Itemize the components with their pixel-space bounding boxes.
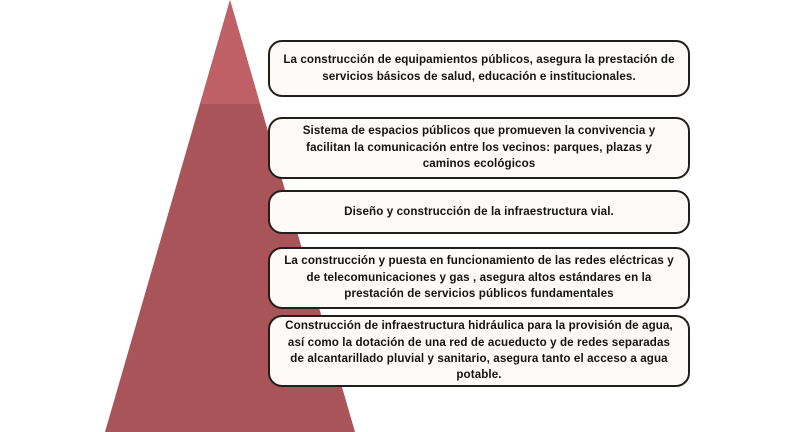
pyramid-level-box-4 [268,247,690,309]
pyramid-level-text-2: Sistema de espacios públicos que promueven la convivencia y facilitan la comunicación entre los vecinos: parques, plazas y caminos ecológicos [302,124,656,171]
pyramid-level-box-2 [268,117,690,179]
pyramid-apex-highlight [200,0,260,104]
pyramid-level-text-3: Diseño y construcción de la infraestructura vial. [344,204,614,218]
pyramid-level-text-4: La construcción y puesta en funcionamiento de las redes eléctricas y de telecomunicaciones y gas , asegura altos estándares en la prestación de servicios públicos fundamentales [284,254,674,301]
pyramid-level-text-1: La construcción de equipamientos públicos, asegura la prestación de servicios básicos de salud, educación e institucionales. [283,53,675,83]
pyramid-level-box-5 [268,315,690,387]
pyramid-level-box-3 [268,190,690,234]
pyramid-level-text-5: Construcción de infraestructura hidráulica para la provisión de agua, así como la dotación de una red de acueducto y de redes separadas de alcantarillado pluvial y sanitario, asegura tanto el acceso a agua potable. [285,319,673,382]
pyramid-level-box-1 [268,40,690,97]
